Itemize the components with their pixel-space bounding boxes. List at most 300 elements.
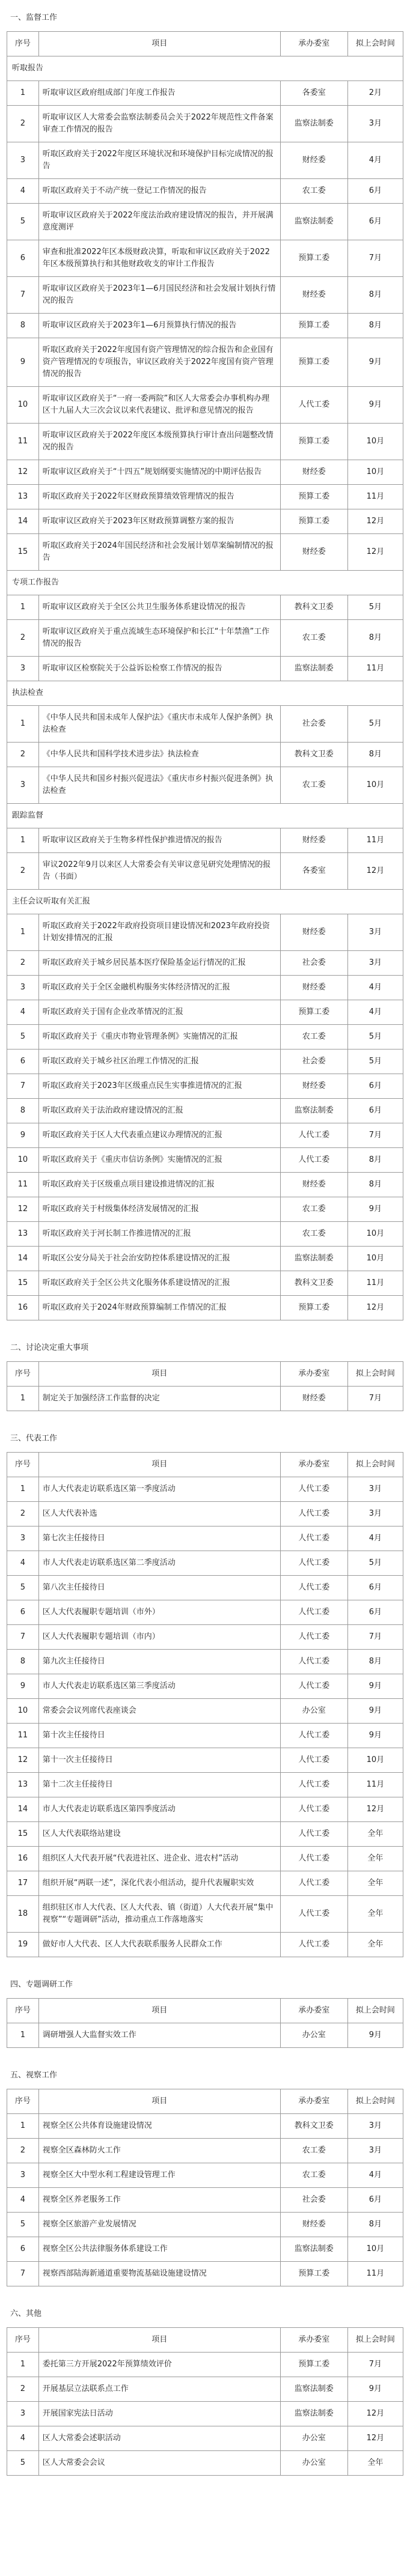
cell-dept: 社会委 (280, 2188, 347, 2213)
cell-no: 17 (7, 1871, 39, 1896)
cell-time: 全年 (347, 1933, 403, 1957)
cell-no: 5 (7, 1576, 39, 1600)
group-title-row (7, 571, 403, 595)
cell-item: 组织区人大代表开展“代表进社区、进企业、进农村”活动 (38, 1847, 280, 1871)
cell-no: 6 (7, 1050, 39, 1074)
table-row (7, 1526, 403, 1551)
cell-dept: 财经委 (280, 1173, 347, 1197)
cell-time: 11月 (347, 657, 403, 681)
header-cell-time: 拟上会时间 (347, 2089, 403, 2114)
cell-no: 19 (7, 1933, 39, 1957)
cell-item: 区人大常委会述职活动 (38, 2426, 280, 2451)
cell-time: 11月 (347, 2262, 403, 2286)
table-row (7, 485, 403, 509)
cell-time: 12月 (347, 2426, 403, 2451)
cell-item: 《中华人民共和国乡村振兴促进法》《重庆市乡村振兴促进条例》执法检查 (38, 767, 280, 804)
group-title-row (7, 890, 403, 914)
cell-no: 16 (7, 1296, 39, 1320)
table-row (7, 1050, 403, 1074)
cell-item: 听取区政府关于区级重点项目建设推进情况的汇报 (38, 1173, 280, 1197)
group-title-row (7, 56, 403, 81)
cell-no: 1 (7, 1477, 39, 1502)
cell-no: 2 (7, 853, 39, 890)
cell-item: 调研增强人大监督实效工作 (38, 2023, 280, 2048)
table-row (7, 2377, 403, 2402)
cell-dept: 人代工委 (280, 1797, 347, 1822)
cell-no: 4 (7, 2188, 39, 2213)
cell-item: 视察全区旅游产业发展情况 (38, 2213, 280, 2237)
cell-no: 15 (7, 1271, 39, 1296)
cell-no: 9 (7, 1674, 39, 1699)
table-row (7, 1148, 403, 1173)
cell-item: 听取区政府关于全区公共文化服务体系建设情况的汇报 (38, 1271, 280, 1296)
cell-dept: 监察法制委 (280, 657, 347, 681)
cell-item: 第九次主任接待日 (38, 1650, 280, 1674)
cell-item: 听取区政府关于全区金融机构服务实体经济情况的汇报 (38, 976, 280, 1000)
cell-time: 全年 (347, 1871, 403, 1896)
table-row (7, 204, 403, 240)
table-row (7, 743, 403, 767)
cell-time: 6月 (347, 204, 403, 240)
cell-item: 市人大代表走访联系选区第四季度活动 (38, 1797, 280, 1822)
cell-time: 9月 (347, 2023, 403, 2048)
cell-no: 9 (7, 338, 39, 387)
cell-dept: 各委室 (280, 853, 347, 890)
header-cell-time: 拟上会时间 (347, 1362, 403, 1387)
header-cell-no: 序号 (7, 2089, 39, 2114)
cell-dept: 人代工委 (280, 1576, 347, 1600)
cell-no: 15 (7, 534, 39, 571)
cell-item: 制定关于加强经济工作监督的决定 (38, 1387, 280, 1411)
table-row (7, 595, 403, 620)
plan-section (7, 1428, 403, 1957)
table-row (7, 1387, 403, 1411)
cell-time: 10月 (347, 1748, 403, 1773)
plan-section (7, 2065, 403, 2286)
table-body (7, 1477, 403, 1957)
cell-no: 14 (7, 509, 39, 534)
cell-no: 1 (7, 2023, 39, 2048)
cell-no: 12 (7, 1197, 39, 1222)
table-row (7, 1773, 403, 1797)
table-row (7, 1625, 403, 1650)
cell-item: 视察全区公共体育设施建设情况 (38, 2114, 280, 2139)
cell-dept: 社会委 (280, 1050, 347, 1074)
cell-time: 8月 (347, 314, 403, 338)
table-head (7, 2328, 403, 2353)
table-row (7, 338, 403, 387)
cell-time: 3月 (347, 951, 403, 976)
cell-dept: 农工委 (280, 620, 347, 657)
cell-no: 11 (7, 1173, 39, 1197)
cell-no: 4 (7, 1551, 39, 1576)
cell-dept: 人代工委 (280, 387, 347, 424)
table-row (7, 1551, 403, 1576)
table-row (7, 1271, 403, 1296)
cell-no: 16 (7, 1847, 39, 1871)
cell-no: 3 (7, 2402, 39, 2426)
table-body (7, 2023, 403, 2048)
cell-dept: 人代工委 (280, 1933, 347, 1957)
cell-time: 9月 (347, 387, 403, 424)
cell-dept: 人代工委 (280, 1724, 347, 1748)
cell-time: 4月 (347, 1000, 403, 1025)
table-row (7, 2188, 403, 2213)
cell-no: 12 (7, 460, 39, 485)
table-row (7, 534, 403, 571)
table-row (7, 387, 403, 424)
cell-time: 7月 (347, 240, 403, 277)
table-row (7, 1222, 403, 1247)
cell-no: 2 (7, 620, 39, 657)
table-row (7, 1724, 403, 1748)
cell-dept: 农工委 (280, 1222, 347, 1247)
cell-no: 1 (7, 2114, 39, 2139)
header-cell-dept: 承办委室 (280, 2328, 347, 2353)
section-title: 一、监督工作 (10, 13, 58, 22)
group-title: 听取报告 (7, 56, 403, 81)
cell-no: 1 (7, 81, 39, 106)
cell-no: 1 (7, 914, 39, 951)
cell-item: 听取审议区人大常委会监察法制委员会关于2022年规范性文件备案审查工作情况的报告 (38, 106, 280, 142)
cell-no: 8 (7, 1650, 39, 1674)
cell-dept: 办公室 (280, 2023, 347, 2048)
cell-no: 8 (7, 1099, 39, 1123)
cell-dept: 预算工委 (280, 338, 347, 387)
cell-dept: 社会委 (280, 951, 347, 976)
cell-dept: 财经委 (280, 914, 347, 951)
cell-time: 5月 (347, 595, 403, 620)
table-row (7, 1650, 403, 1674)
cell-time: 12月 (347, 853, 403, 890)
cell-item: 听取审议区政府关于2023年1—6月预算执行情况的报告 (38, 314, 280, 338)
table-body (7, 2353, 403, 2476)
section-title: 三、代表工作 (10, 1434, 58, 1443)
table-row (7, 853, 403, 890)
cell-dept: 人代工委 (280, 1600, 347, 1625)
cell-no: 10 (7, 1699, 39, 1724)
cell-no: 7 (7, 1625, 39, 1650)
cell-item: 听取区政府关于2022年度区环境状况和环境保护目标完成情况的报告 (38, 142, 280, 179)
section-title: 六、其他 (10, 2309, 42, 2318)
cell-dept: 农工委 (280, 179, 347, 204)
cell-item: 听取区政府关于2022年政府投资项目建设情况和2023年政府投资计划安排情况的汇报 (38, 914, 280, 951)
table-row (7, 1933, 403, 1957)
header-cell-no: 序号 (7, 32, 39, 56)
header-cell-dept: 承办委室 (280, 1362, 347, 1387)
cell-dept: 财经委 (280, 2213, 347, 2237)
cell-dept: 办公室 (280, 1699, 347, 1724)
cell-dept: 财经委 (280, 828, 347, 853)
table-row (7, 2139, 403, 2163)
group-title: 专项工作报告 (7, 571, 403, 595)
cell-no: 1 (7, 706, 39, 743)
cell-time: 6月 (347, 179, 403, 204)
cell-item: 听取区政府关于国有企业改革情况的汇报 (38, 1000, 280, 1025)
cell-item: 第十次主任接待日 (38, 1724, 280, 1748)
cell-item: 做好市人大代表、区人大代表联系服务人民群众工作 (38, 1933, 280, 1957)
table-row (7, 1576, 403, 1600)
cell-item: 听取区政府关于《重庆市信访条例》实施情况的汇报 (38, 1148, 280, 1173)
cell-item: 开展基层立法联系点工作 (38, 2377, 280, 2402)
cell-time: 8月 (347, 1148, 403, 1173)
cell-no: 3 (7, 767, 39, 804)
table-row (7, 620, 403, 657)
cell-no: 2 (7, 951, 39, 976)
cell-no: 2 (7, 2139, 39, 2163)
cell-time: 9月 (347, 1674, 403, 1699)
cell-time: 2月 (347, 81, 403, 106)
cell-no: 14 (7, 1797, 39, 1822)
cell-dept: 监察法制委 (280, 2377, 347, 2402)
cell-item: 区人大常委会会议 (38, 2451, 280, 2476)
cell-item: 听取审议区政府关于生物多样性保护推进情况的报告 (38, 828, 280, 853)
cell-item: 市人大代表走访联系选区第三季度活动 (38, 1674, 280, 1699)
cell-no: 15 (7, 1822, 39, 1847)
cell-no: 13 (7, 1222, 39, 1247)
cell-dept: 监察法制委 (280, 1099, 347, 1123)
cell-item: 视察全区养老服务工作 (38, 2188, 280, 2213)
table-row (7, 1074, 403, 1099)
header-cell-time: 拟上会时间 (347, 1999, 403, 2023)
cell-item: 听取审议区政府关于“十四五”规划纲要实施情况的中期评估报告 (38, 460, 280, 485)
cell-time: 10月 (347, 1247, 403, 1271)
cell-item: 开展国家宪法日活动 (38, 2402, 280, 2426)
cell-item: 听取区政府关于城乡社区治理工作情况的汇报 (38, 1050, 280, 1074)
cell-time: 全年 (347, 1896, 403, 1933)
cell-item: 听取区政府关于《重庆市物业管理条例》实施情况的汇报 (38, 1025, 280, 1050)
cell-time: 5月 (347, 1551, 403, 1576)
cell-no: 1 (7, 2353, 39, 2377)
cell-time: 10月 (347, 1222, 403, 1247)
table-row (7, 1600, 403, 1625)
table-row (7, 1025, 403, 1050)
cell-item: 第十二次主任接待日 (38, 1773, 280, 1797)
table-row (7, 2114, 403, 2139)
cell-time: 4月 (347, 976, 403, 1000)
plan-section (7, 1974, 403, 2048)
cell-time: 10月 (347, 767, 403, 804)
cell-dept: 人代工委 (280, 1822, 347, 1847)
cell-no: 3 (7, 142, 39, 179)
cell-dept: 社会委 (280, 706, 347, 743)
cell-item: 视察全区森林防火工作 (38, 2139, 280, 2163)
table-row (7, 767, 403, 804)
cell-dept: 教科文卫委 (280, 743, 347, 767)
cell-item: 第七次主任接待日 (38, 1526, 280, 1551)
cell-time: 4月 (347, 1526, 403, 1551)
header-cell-item: 项目 (38, 1999, 280, 2023)
cell-time: 12月 (347, 509, 403, 534)
cell-dept: 监察法制委 (280, 1247, 347, 1271)
cell-dept: 监察法制委 (280, 204, 347, 240)
cell-no: 3 (7, 1526, 39, 1551)
cell-time: 3月 (347, 1502, 403, 1526)
cell-no: 6 (7, 240, 39, 277)
cell-item: 《中华人民共和国科学技术进步法》执法检查 (38, 743, 280, 767)
cell-no: 5 (7, 2213, 39, 2237)
cell-no: 3 (7, 657, 39, 681)
table-header-row (7, 2089, 403, 2114)
cell-time: 12月 (347, 534, 403, 571)
cell-time: 9月 (347, 1197, 403, 1222)
cell-dept: 人代工委 (280, 1551, 347, 1576)
cell-no: 2 (7, 1502, 39, 1526)
cell-time: 11月 (347, 1773, 403, 1797)
cell-no: 10 (7, 387, 39, 424)
plan-table (7, 1452, 403, 1957)
header-cell-item: 项目 (38, 1453, 280, 1477)
table-row (7, 1247, 403, 1271)
cell-time: 12月 (347, 1296, 403, 1320)
table-row (7, 2023, 403, 2048)
table-row (7, 106, 403, 142)
cell-time: 11月 (347, 1271, 403, 1296)
cell-time: 5月 (347, 1050, 403, 1074)
table-row (7, 1699, 403, 1724)
plan-table (7, 2327, 403, 2476)
cell-dept: 人代工委 (280, 1674, 347, 1699)
cell-dept: 预算工委 (280, 314, 347, 338)
cell-item: 听取审议区政府关于2023年区财政预算调整方案的报告 (38, 509, 280, 534)
cell-no: 7 (7, 1074, 39, 1099)
cell-dept: 教科文卫委 (280, 595, 347, 620)
cell-time: 9月 (347, 338, 403, 387)
cell-dept: 预算工委 (280, 1000, 347, 1025)
cell-time: 10月 (347, 424, 403, 460)
plan-table (7, 1998, 403, 2048)
table-row (7, 142, 403, 179)
table-row (7, 2451, 403, 2476)
cell-time: 9月 (347, 1724, 403, 1748)
cell-item: 听取区政府关于不动产统一登记工作情况的报告 (38, 179, 280, 204)
cell-no: 4 (7, 1000, 39, 1025)
cell-dept: 人代工委 (280, 1526, 347, 1551)
cell-no: 3 (7, 976, 39, 1000)
cell-no: 5 (7, 1025, 39, 1050)
cell-item: 听取审议区检察院关于公益诉讼检察工作情况的报告 (38, 657, 280, 681)
table-row (7, 2237, 403, 2262)
cell-item: 审查和批准2022年区本级财政决算，听取和审议区政府关于2022年区本级预算执行和其他财政收支的审计工作报告 (38, 240, 280, 277)
table-body (7, 2114, 403, 2286)
table-row (7, 2163, 403, 2188)
table-row (7, 179, 403, 204)
header-cell-no: 序号 (7, 1362, 39, 1387)
table-head (7, 32, 403, 56)
plan-table (7, 1361, 403, 1411)
table-row (7, 828, 403, 853)
table-body (7, 56, 403, 1320)
cell-no: 10 (7, 1148, 39, 1173)
cell-dept: 财经委 (280, 142, 347, 179)
cell-item: 区人大代表联络站建设 (38, 1822, 280, 1847)
cell-time: 10月 (347, 2237, 403, 2262)
cell-item: 听取区政府关于2024年国民经济和社会发展计划草案编制情况的报告 (38, 534, 280, 571)
header-cell-dept: 承办委室 (280, 1453, 347, 1477)
cell-item: 听取区政府关于法治政府建设情况的汇报 (38, 1099, 280, 1123)
cell-no: 7 (7, 277, 39, 314)
cell-dept: 农工委 (280, 2139, 347, 2163)
cell-dept: 各委室 (280, 81, 347, 106)
table-body (7, 1387, 403, 1411)
header-cell-dept: 承办委室 (280, 32, 347, 56)
cell-time: 5月 (347, 1025, 403, 1050)
cell-dept: 财经委 (280, 277, 347, 314)
cell-no: 6 (7, 2237, 39, 2262)
cell-dept: 人代工委 (280, 1871, 347, 1896)
cell-time: 8月 (347, 743, 403, 767)
cell-dept: 人代工委 (280, 1773, 347, 1797)
cell-item: 听取审议区政府组成部门年度工作报告 (38, 81, 280, 106)
header-cell-time: 拟上会时间 (347, 1453, 403, 1477)
cell-item: 常委会会议列席代表座谈会 (38, 1699, 280, 1724)
cell-no: 3 (7, 2163, 39, 2188)
cell-time: 7月 (347, 1387, 403, 1411)
section-title: 二、讨论决定重大事项 (10, 1343, 89, 1352)
cell-dept: 财经委 (280, 976, 347, 1000)
cell-no: 2 (7, 743, 39, 767)
table-row (7, 1123, 403, 1148)
cell-item: 听取区政府关于2022年度国有资产管理情况的综合报告和企业国有资产管理情况的专项报告，审议区政府关于2022年度国有资产管理情况的报告 (38, 338, 280, 387)
cell-dept: 农工委 (280, 767, 347, 804)
cell-dept: 人代工委 (280, 1625, 347, 1650)
cell-time: 4月 (347, 142, 403, 179)
header-cell-item: 项目 (38, 2089, 280, 2114)
cell-no: 7 (7, 2262, 39, 2286)
table-row (7, 1847, 403, 1871)
cell-time: 全年 (347, 1822, 403, 1847)
cell-time: 8月 (347, 1650, 403, 1674)
table-row (7, 1822, 403, 1847)
cell-item: 组织驻区市人大代表、区人大代表、镇（街道）人大代表开展“集中视察”“专题调研”活动，推动重点工作落地落实 (38, 1896, 280, 1933)
cell-no: 8 (7, 314, 39, 338)
table-row (7, 314, 403, 338)
table-head (7, 1362, 403, 1387)
cell-item: 视察西部陆海新通道重要物流基础设施建设情况 (38, 2262, 280, 2286)
group-title-row (7, 681, 403, 706)
cell-time: 9月 (347, 2377, 403, 2402)
cell-item: 视察全区公共法律服务体系建设工作 (38, 2237, 280, 2262)
plan-section (7, 1337, 403, 1411)
header-cell-dept: 承办委室 (280, 1999, 347, 2023)
header-cell-time: 拟上会时间 (347, 2328, 403, 2353)
table-row (7, 2402, 403, 2426)
table-row (7, 1748, 403, 1773)
cell-dept: 财经委 (280, 460, 347, 485)
cell-no: 9 (7, 1123, 39, 1148)
cell-dept: 预算工委 (280, 485, 347, 509)
table-row (7, 1477, 403, 1502)
table-head (7, 1453, 403, 1477)
header-cell-item: 项目 (38, 32, 280, 56)
cell-time: 6月 (347, 1576, 403, 1600)
cell-dept: 财经委 (280, 534, 347, 571)
cell-time: 8月 (347, 620, 403, 657)
cell-item: 听取区政府关于村级集体经济发展情况的汇报 (38, 1197, 280, 1222)
table-header-row (7, 1999, 403, 2023)
cell-no: 1 (7, 1387, 39, 1411)
header-cell-item: 项目 (38, 2328, 280, 2353)
cell-item: 第十一次主任接待日 (38, 1748, 280, 1773)
cell-item: 听取审议区政府关于全区公共卫生服务体系建设情况的报告 (38, 595, 280, 620)
table-row (7, 2213, 403, 2237)
cell-no: 5 (7, 204, 39, 240)
cell-item: 听取审议区政府关于2023年1—6月国民经济和社会发展计划执行情况的报告 (38, 277, 280, 314)
cell-dept: 人代工委 (280, 1502, 347, 1526)
cell-time: 6月 (347, 1099, 403, 1123)
cell-item: 听取区政府关于城乡居民基本医疗保险基金运行情况的汇报 (38, 951, 280, 976)
table-row (7, 914, 403, 951)
